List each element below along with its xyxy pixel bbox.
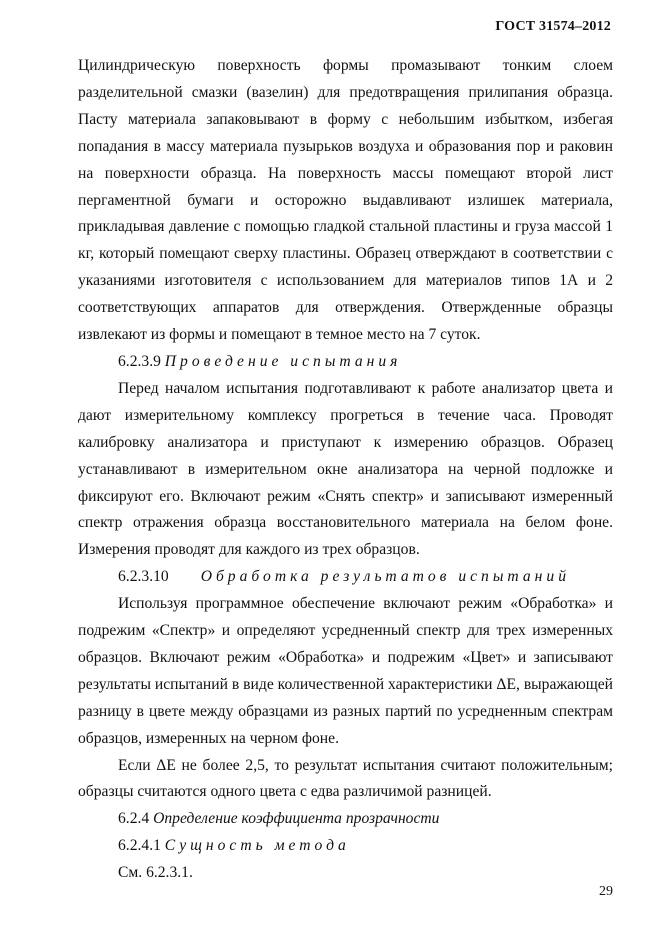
page-number: 29	[599, 884, 613, 899]
document-body	[78, 53, 613, 887]
paragraph-result-processing: Используя программное обеспечение включают режим «Обработка» и подрежим «Спектр» и определяют усредненный спектр для трех измеренных образцов. Включают режим «Обработка» и подрежим «Цвет» и записывают результаты испытаний в виде количественной характеристики ΔE, выражающей разницу в цвете между образцами из разных партий по усредненным спектрам образцов, измеренных на черном фоне.	[78, 595, 613, 747]
section-heading-6-2-4	[78, 806, 613, 833]
section-title: Обработка результатов испытаний	[200, 568, 570, 586]
paragraph-result-criterion: Если ΔE не более 2,5, то результат испытания считают положительным; образцы считаются одного цвета с едва различимой разницей.	[78, 756, 613, 801]
section-heading-6-2-3-9	[78, 349, 613, 376]
paragraph-reference: См. 6.2.3.1.	[118, 864, 193, 882]
paragraph-sample-preparation: Цилиндрическую поверхность формы промазывают тонким слоем разделительной смазки (вазелин) для предотвращения прилипания образца. Пасту материала запаковывают в форму с небольшим избытком, избегая попадания в массу материала пузырьков воздуха и образования пор и раковин на поверхности образца. На поверхность массы помещают второй лист пергаментной бумаги и осторожно выдавливают излишек материала, прикладывая давление с помощью гладкой стальной пластины и груза массой 1 кг, который помещают сверху пластины. Образец отверждают в соответствии с указаниями изготовителя с использованием для материалов типов 1А и 2 соответствующих аппаратов для отверждения. Отвержденные образцы извлекают из формы и помещают в темное место на 7 суток.	[78, 57, 613, 344]
paragraph-test-procedure: Перед началом испытания подготавливают к работе анализатор цвета и дают измерительному комплексу прогреться в течение часа. Проводят калибровку анализатора и приступают к измерению образцов. Образец устанавливают в измерительном окне анализатора на черной подложке и фиксируют его. Включают режим «Снять спектр» и записывают измеренный спектр отражения образца восстановительного материала на белом фоне. Измерения проводят для каждого из трех образцов.	[78, 379, 613, 559]
section-heading-6-2-4-1	[78, 833, 613, 860]
section-heading-6-2-3-10	[78, 564, 613, 591]
document-header: ГОСТ 31574–2012	[495, 19, 611, 34]
section-title: Определение коэффициента прозрачности	[153, 810, 440, 828]
section-number: 6.2.3.9	[118, 352, 161, 370]
section-number: 6.2.3.10	[118, 568, 169, 586]
section-title: Проведение испытания	[164, 352, 402, 370]
section-title: Сущность метода	[164, 837, 350, 855]
section-number: 6.2.4	[118, 810, 150, 828]
section-number: 6.2.4.1	[118, 837, 161, 855]
